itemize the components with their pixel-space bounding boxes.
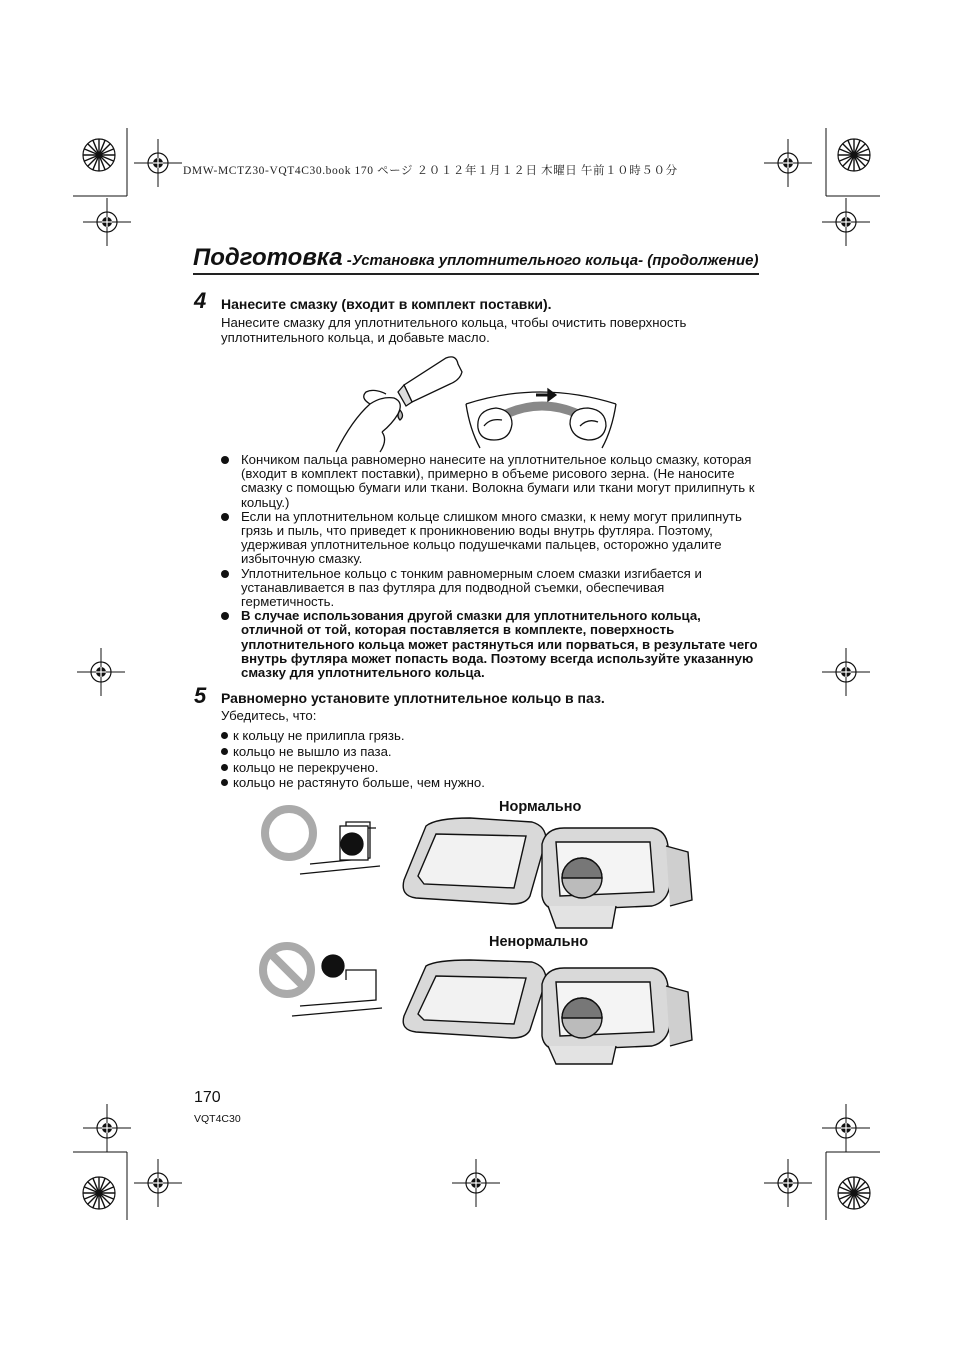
step-5-check-list: [221, 728, 485, 791]
crosshair-top-right-a: [764, 139, 812, 187]
abnormal-prohibited-icon: [263, 946, 311, 994]
bullet-icon: [221, 513, 229, 521]
list-item: [221, 453, 761, 510]
check-text: кольцо не перекручено.: [233, 759, 379, 775]
step-4-bullet-list: [221, 453, 761, 680]
warning-item: [221, 609, 761, 680]
bullet-text: Если на уплотнительном кольце слишком много смазки, к нему могут прилипнуть грязь и пыль, что приведет к проникновению воды внутрь футляра. Поэтому, удерживая уплотнительное кольцо подушечками пальцев, осторожно удалите избыточную смазку.: [241, 508, 742, 567]
crosshair-bottom-center: [452, 1159, 500, 1207]
ring-handling-illustration: [466, 389, 616, 448]
list-item: [221, 510, 761, 567]
crosshair-mid-left: [77, 648, 125, 696]
grease-application-illustration: [336, 357, 462, 452]
step-5-number: 5: [194, 683, 207, 708]
crosshair-top-left-b: [83, 198, 131, 246]
check-text: кольцо не растянуто больше, чем нужно.: [233, 775, 485, 791]
print-header-line: DMW-MCTZ30-VQT4C30.book 170 ページ ２０１２年１月１２日 木曜日 午前１０時５０分: [183, 165, 678, 177]
crosshair-mid-right: [822, 648, 870, 696]
bullet-text: Уплотнительное кольцо с тонким равномерным слоем смазки изгибается и устанавливается в паз футляра для подводной съемки, обеспечивая герметичность.: [241, 565, 702, 610]
bullet-icon: [221, 779, 228, 786]
normal-ok-circle-icon: [265, 809, 313, 857]
abnormal-housing-illustration: [403, 960, 692, 1064]
star-target-top-right: [838, 139, 870, 171]
bullet-icon: [221, 748, 228, 755]
page-title-main: Подготовка: [193, 244, 343, 271]
list-item: [221, 567, 761, 610]
crosshair-bottom-right-b: [764, 1159, 812, 1207]
bullet-icon: [221, 612, 229, 620]
bullet-icon: [221, 456, 229, 464]
normal-housing-illustration: [403, 818, 692, 928]
page-title: [193, 244, 758, 272]
list-item: [221, 728, 485, 744]
warning-text: В случае использования другой смазки для уплотнительного кольца, отличной от той, которая поставляется в комплекте, поверхность уплотнительного кольца может растянуться или порваться, в результате чего внутрь футляра может попасть вода. Поэтому всегда используйте указанную смазку для уплотнительного кольца.: [241, 608, 758, 681]
step-5-heading: Равномерно установите уплотнительное кольцо в паз.: [221, 690, 605, 706]
star-target-top-left: [83, 139, 115, 171]
bullet-text: Кончиком пальца равномерно нанесите на уплотнительное кольцо смазку, которая (входит в комплект поставки), примерно в объеме рисового зерна. (Не наносите смазку с помощью бумаги или ткани. Волокна бумаги или ткани могут прилипнуть к кольцу.): [241, 452, 755, 510]
step-5-intro: Убедитесь, что:: [221, 708, 317, 723]
crosshair-bottom-right-a: [822, 1104, 870, 1152]
star-target-bottom-left: [83, 1177, 115, 1209]
list-item: [221, 744, 485, 760]
step-4-heading: Нанесите смазку (входит в комплект поставки).: [221, 296, 552, 312]
star-target-bottom-right: [838, 1177, 870, 1209]
title-divider: [193, 273, 759, 275]
bullet-icon: [221, 570, 229, 578]
check-text: к кольцу не прилипла грязь.: [233, 728, 405, 743]
check-text: кольцо не вышло из паза.: [233, 743, 392, 759]
step-4-body: Нанесите смазку для уплотнительного кольца, чтобы очистить поверхность уплотнительного кольца, и добавьте масло.: [221, 315, 687, 345]
bullet-icon: [221, 732, 228, 739]
bullet-icon: [221, 764, 228, 771]
normal-figure-label: Нормально: [499, 799, 582, 815]
crosshair-bottom-left-a: [83, 1104, 131, 1152]
document-code: VQT4C30: [194, 1113, 241, 1125]
list-item: [221, 760, 485, 776]
abnormal-figure-label: Ненормально: [489, 934, 589, 950]
page-number: 170: [194, 1089, 221, 1106]
list-item: [221, 775, 485, 791]
step-4-number: 4: [194, 288, 207, 313]
crosshair-bottom-left-b: [134, 1159, 182, 1207]
page-title-sub: -Установка уплотнительного кольца- (продолжение): [342, 252, 759, 269]
crosshair-top-right-b: [822, 198, 870, 246]
crosshair-top-left-a: [134, 139, 182, 187]
